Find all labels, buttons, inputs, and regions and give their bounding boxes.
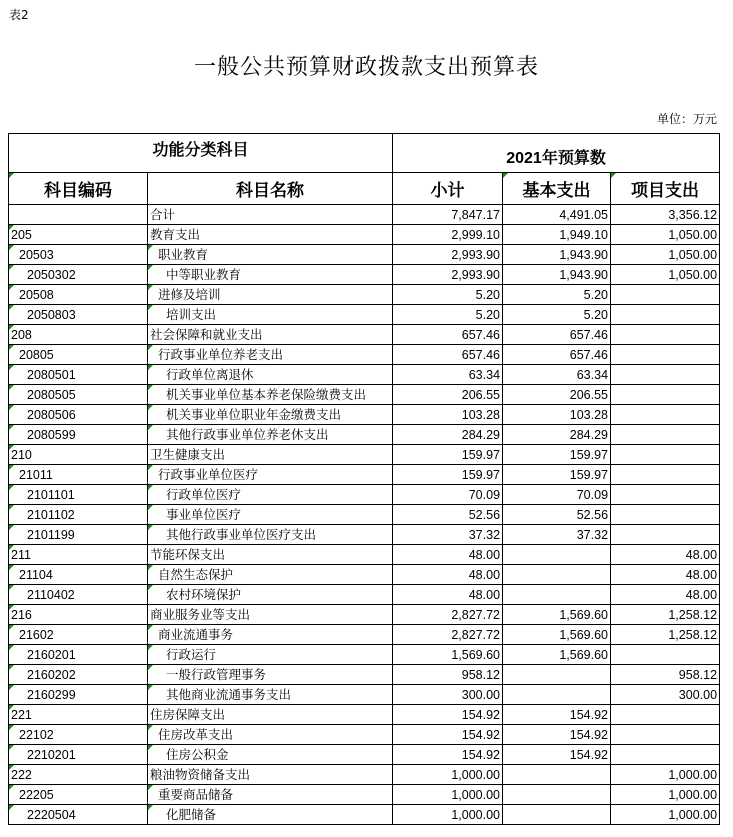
header-basic: 基本支出 <box>503 173 611 205</box>
cell-name: 住房保障支出 <box>148 705 393 725</box>
cell-code: 211 <box>9 545 148 565</box>
cell-code: 221 <box>9 705 148 725</box>
table-row <box>9 505 720 525</box>
cell-project <box>611 465 720 485</box>
table-row <box>9 345 720 365</box>
table-row <box>9 225 720 245</box>
table-row <box>9 785 720 805</box>
cell-subtotal: 657.46 <box>393 325 503 345</box>
cell-project <box>611 285 720 305</box>
cell-project: 1,050.00 <box>611 225 720 245</box>
cell-basic: 5.20 <box>503 285 611 305</box>
table-row <box>9 605 720 625</box>
cell-basic <box>503 685 611 705</box>
cell-basic: 5.20 <box>503 305 611 325</box>
cell-name: 一般行政管理事务 <box>148 665 393 685</box>
cell-subtotal: 206.55 <box>393 385 503 405</box>
cell-subtotal: 154.92 <box>393 705 503 725</box>
table-row <box>9 745 720 765</box>
table-row <box>9 485 720 505</box>
cell-basic: 1,943.90 <box>503 245 611 265</box>
cell-project <box>611 445 720 465</box>
cell-code: 2080505 <box>9 385 148 405</box>
header-year-budget: 2021年预算数 <box>393 134 720 173</box>
table-row <box>9 805 720 825</box>
cell-subtotal: 48.00 <box>393 545 503 565</box>
table-row <box>9 625 720 645</box>
header-row-group <box>9 134 720 173</box>
cell-name: 合计 <box>148 205 393 225</box>
cell-project <box>611 405 720 425</box>
cell-code: 2080501 <box>9 365 148 385</box>
cell-code: 2210201 <box>9 745 148 765</box>
cell-project <box>611 705 720 725</box>
cell-name: 职业教育 <box>148 245 393 265</box>
cell-basic <box>503 765 611 785</box>
cell-subtotal: 63.34 <box>393 365 503 385</box>
cell-basic <box>503 565 611 585</box>
table-row <box>9 385 720 405</box>
cell-name: 商业服务业等支出 <box>148 605 393 625</box>
table-row <box>9 645 720 665</box>
cell-basic: 52.56 <box>503 505 611 525</box>
cell-code: 21602 <box>9 625 148 645</box>
cell-name: 培训支出 <box>148 305 393 325</box>
unit-label: 单位：万元 <box>656 112 717 126</box>
table-row <box>9 705 720 725</box>
cell-name: 行政事业单位医疗 <box>148 465 393 485</box>
cell-subtotal: 103.28 <box>393 405 503 425</box>
cell-name: 其他行政事业单位医疗支出 <box>148 525 393 545</box>
cell-project <box>611 345 720 365</box>
cell-subtotal: 657.46 <box>393 345 503 365</box>
cell-code: 2110402 <box>9 585 148 605</box>
cell-code: 2160202 <box>9 665 148 685</box>
cell-name: 自然生态保护 <box>148 565 393 585</box>
cell-project: 958.12 <box>611 665 720 685</box>
cell-name: 农村环境保护 <box>148 585 393 605</box>
table-row <box>9 405 720 425</box>
cell-basic: 284.29 <box>503 425 611 445</box>
table-row <box>9 545 720 565</box>
cell-basic: 154.92 <box>503 725 611 745</box>
cell-basic <box>503 665 611 685</box>
cell-basic <box>503 785 611 805</box>
cell-basic: 159.97 <box>503 445 611 465</box>
cell-basic <box>503 585 611 605</box>
cell-basic: 37.32 <box>503 525 611 545</box>
header-row-columns <box>9 173 720 205</box>
cell-project: 1,000.00 <box>611 805 720 825</box>
cell-code: 2080506 <box>9 405 148 425</box>
cell-code: 22102 <box>9 725 148 745</box>
cell-code: 21011 <box>9 465 148 485</box>
cell-name: 机关事业单位基本养老保险缴费支出 <box>148 385 393 405</box>
header-name: 科目名称 <box>148 173 393 205</box>
cell-project: 1,000.00 <box>611 785 720 805</box>
cell-project: 1,050.00 <box>611 265 720 285</box>
cell-basic: 1,943.90 <box>503 265 611 285</box>
header-code: 科目编码 <box>9 173 148 205</box>
cell-name: 化肥储备 <box>148 805 393 825</box>
table-row <box>9 465 720 485</box>
table-row <box>9 365 720 385</box>
cell-code: 2050803 <box>9 305 148 325</box>
cell-basic: 1,569.60 <box>503 645 611 665</box>
cell-code <box>9 205 148 225</box>
cell-subtotal: 7,847.17 <box>393 205 503 225</box>
cell-subtotal: 1,000.00 <box>393 805 503 825</box>
cell-subtotal: 52.56 <box>393 505 503 525</box>
cell-code: 222 <box>9 765 148 785</box>
cell-name: 进修及培训 <box>148 285 393 305</box>
cell-name: 行政运行 <box>148 645 393 665</box>
table-row <box>9 205 720 225</box>
cell-name: 其他行政事业单位养老休支出 <box>148 425 393 445</box>
cell-project <box>611 385 720 405</box>
cell-name: 重要商品储备 <box>148 785 393 805</box>
cell-project <box>611 745 720 765</box>
cell-code: 2160299 <box>9 685 148 705</box>
cell-subtotal: 70.09 <box>393 485 503 505</box>
cell-subtotal: 1,000.00 <box>393 765 503 785</box>
cell-code: 21104 <box>9 565 148 585</box>
cell-subtotal: 154.92 <box>393 745 503 765</box>
cell-subtotal: 300.00 <box>393 685 503 705</box>
cell-name: 事业单位医疗 <box>148 505 393 525</box>
cell-code: 2160201 <box>9 645 148 665</box>
cell-project <box>611 425 720 445</box>
cell-basic: 1,569.60 <box>503 605 611 625</box>
table-number: 表2 <box>9 8 29 22</box>
cell-subtotal: 1,000.00 <box>393 785 503 805</box>
cell-code: 2050302 <box>9 265 148 285</box>
cell-project <box>611 645 720 665</box>
table-row <box>9 565 720 585</box>
cell-project <box>611 325 720 345</box>
table-row <box>9 285 720 305</box>
cell-project: 1,258.12 <box>611 625 720 645</box>
cell-code: 2101102 <box>9 505 148 525</box>
cell-code: 2101101 <box>9 485 148 505</box>
cell-name: 机关事业单位职业年金缴费支出 <box>148 405 393 425</box>
cell-subtotal: 37.32 <box>393 525 503 545</box>
table-row <box>9 265 720 285</box>
cell-subtotal: 48.00 <box>393 565 503 585</box>
cell-basic: 1,569.60 <box>503 625 611 645</box>
table-row <box>9 685 720 705</box>
cell-project: 48.00 <box>611 565 720 585</box>
cell-subtotal: 2,993.90 <box>393 265 503 285</box>
cell-basic: 206.55 <box>503 385 611 405</box>
cell-code: 208 <box>9 325 148 345</box>
cell-basic: 154.92 <box>503 745 611 765</box>
cell-subtotal: 2,827.72 <box>393 625 503 645</box>
cell-name: 行政单位离退休 <box>148 365 393 385</box>
cell-name: 节能环保支出 <box>148 545 393 565</box>
header-func-class: 功能分类科目 <box>9 134 393 173</box>
cell-code: 22205 <box>9 785 148 805</box>
table-row <box>9 445 720 465</box>
cell-subtotal: 159.97 <box>393 465 503 485</box>
cell-basic: 657.46 <box>503 345 611 365</box>
budget-table <box>8 133 720 825</box>
cell-project: 1,000.00 <box>611 765 720 785</box>
cell-code: 20508 <box>9 285 148 305</box>
cell-project: 1,050.00 <box>611 245 720 265</box>
cell-name: 粮油物资储备支出 <box>148 765 393 785</box>
cell-project: 300.00 <box>611 685 720 705</box>
cell-basic <box>503 805 611 825</box>
cell-basic: 657.46 <box>503 325 611 345</box>
cell-subtotal: 1,569.60 <box>393 645 503 665</box>
cell-basic: 154.92 <box>503 705 611 725</box>
cell-subtotal: 2,999.10 <box>393 225 503 245</box>
cell-basic: 63.34 <box>503 365 611 385</box>
header-subtotal: 小计 <box>393 173 503 205</box>
cell-project: 48.00 <box>611 585 720 605</box>
cell-project <box>611 505 720 525</box>
cell-name: 行政事业单位养老支出 <box>148 345 393 365</box>
page-title: 一般公共预算财政拨款支出预算表 <box>193 55 539 80</box>
table-row <box>9 525 720 545</box>
cell-subtotal: 48.00 <box>393 585 503 605</box>
cell-subtotal: 2,993.90 <box>393 245 503 265</box>
cell-basic: 159.97 <box>503 465 611 485</box>
cell-project: 48.00 <box>611 545 720 565</box>
cell-name: 商业流通事务 <box>148 625 393 645</box>
cell-subtotal: 5.20 <box>393 305 503 325</box>
table-row <box>9 305 720 325</box>
cell-project <box>611 725 720 745</box>
cell-code: 216 <box>9 605 148 625</box>
cell-name: 行政单位医疗 <box>148 485 393 505</box>
cell-code: 210 <box>9 445 148 465</box>
cell-name: 其他商业流通事务支出 <box>148 685 393 705</box>
cell-project <box>611 305 720 325</box>
cell-code: 2220504 <box>9 805 148 825</box>
cell-name: 卫生健康支出 <box>148 445 393 465</box>
header-project: 项目支出 <box>611 173 720 205</box>
cell-project <box>611 485 720 505</box>
cell-name: 住房改革支出 <box>148 725 393 745</box>
cell-subtotal: 2,827.72 <box>393 605 503 625</box>
cell-basic: 4,491.05 <box>503 205 611 225</box>
cell-project: 1,258.12 <box>611 605 720 625</box>
table-row <box>9 245 720 265</box>
table-row <box>9 325 720 345</box>
cell-basic: 70.09 <box>503 485 611 505</box>
cell-subtotal: 159.97 <box>393 445 503 465</box>
table-row <box>9 725 720 745</box>
cell-project <box>611 365 720 385</box>
cell-name: 教育支出 <box>148 225 393 245</box>
cell-name: 社会保障和就业支出 <box>148 325 393 345</box>
cell-basic: 103.28 <box>503 405 611 425</box>
cell-name: 中等职业教育 <box>148 265 393 285</box>
cell-project: 3,356.12 <box>611 205 720 225</box>
table-row <box>9 425 720 445</box>
table-row <box>9 585 720 605</box>
table-row <box>9 765 720 785</box>
cell-code: 20503 <box>9 245 148 265</box>
cell-project <box>611 525 720 545</box>
cell-subtotal: 5.20 <box>393 285 503 305</box>
table-row <box>9 665 720 685</box>
cell-subtotal: 154.92 <box>393 725 503 745</box>
cell-subtotal: 284.29 <box>393 425 503 445</box>
cell-basic: 1,949.10 <box>503 225 611 245</box>
cell-code: 205 <box>9 225 148 245</box>
cell-name: 住房公积金 <box>148 745 393 765</box>
cell-basic <box>503 545 611 565</box>
cell-code: 2080599 <box>9 425 148 445</box>
cell-subtotal: 958.12 <box>393 665 503 685</box>
cell-code: 2101199 <box>9 525 148 545</box>
cell-code: 20805 <box>9 345 148 365</box>
